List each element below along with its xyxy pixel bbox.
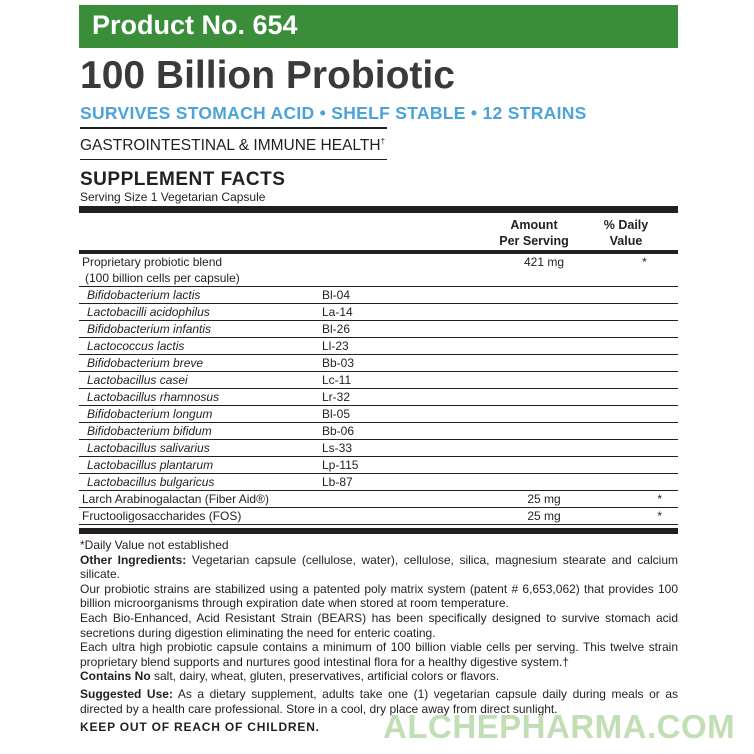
strain-name: Lactobacillus casei bbox=[79, 372, 319, 389]
amount-column-header bbox=[490, 217, 578, 249]
daily-value-column-header bbox=[590, 217, 662, 249]
strain-name: Bifidobacterium bifidum bbox=[79, 423, 319, 440]
strain-row bbox=[79, 355, 678, 372]
other-ingredients-text: Vegetarian capsule (cellulose, water), cellulose, silica, magnesium stearate and calcium silicate. bbox=[80, 552, 678, 582]
potency-paragraph: Each ultra high probiotic capsule contains a minimum of 100 billion viable cells per serving. This twelve strain proprietary blend supports and nurtures good intestinal flora for a healthy digestive system.† bbox=[80, 640, 678, 669]
ingredient-amount: 25 mg bbox=[477, 508, 608, 525]
ingredient-row bbox=[79, 508, 678, 525]
product-tagline: SURVIVES STOMACH ACID • SHELF STABLE • 12 STRAINS bbox=[80, 103, 587, 123]
dv-header-line1: % Daily bbox=[603, 218, 649, 232]
supplement-facts-heading: SUPPLEMENT FACTS bbox=[80, 169, 286, 190]
strain-code: Ll-23 bbox=[319, 338, 477, 355]
supplement-facts-table bbox=[79, 254, 678, 525]
amount-header-line2: Per Serving bbox=[499, 234, 569, 248]
blend-sub-row bbox=[79, 270, 678, 287]
suggested-use-text: As a dietary supplement, adults take one (1) vegetarian capsule daily during meals or as directed by a health care professional. Store in a cool, dry place away from direct sunlight. bbox=[80, 686, 678, 716]
serving-size: Serving Size 1 Vegetarian Capsule bbox=[80, 190, 266, 204]
strain-row bbox=[79, 406, 678, 423]
ingredient-name: Fructooligosaccharides (FOS) bbox=[79, 508, 477, 525]
ingredient-dv: * bbox=[608, 491, 678, 508]
strain-code: Bl-04 bbox=[319, 287, 477, 304]
stabilization-paragraph: Our probiotic strains are stabilized using a patented poly matrix system (patent # 6,653,062) that provides 100 billion microorganisms through expiration date when stored at room temperature. bbox=[80, 581, 678, 611]
strain-row bbox=[79, 287, 678, 304]
suggested-use-label: Suggested Use: bbox=[80, 686, 173, 701]
strain-code: La-14 bbox=[319, 304, 477, 321]
strain-name: Bifidobacterium lactis bbox=[79, 287, 319, 304]
blend-row bbox=[79, 254, 678, 270]
product-title: 100 Billion Probiotic bbox=[80, 54, 455, 97]
strain-code: Bb-06 bbox=[319, 423, 477, 440]
strain-code: Bl-05 bbox=[319, 406, 477, 423]
health-claim-mark: † bbox=[380, 137, 386, 146]
health-claim-text: GASTROINTESTINAL & IMMUNE HEALTH bbox=[80, 137, 381, 155]
label-footer bbox=[80, 538, 678, 735]
strain-name: Bifidobacterium longum bbox=[79, 406, 319, 423]
strain-row bbox=[79, 321, 678, 338]
strain-name: Lactobacillus salivarius bbox=[79, 440, 319, 457]
strain-name: Lactobacillus rhamnosus bbox=[79, 389, 319, 406]
contains-no-text: salt, dairy, wheat, gluten, preservatives, artificial colors or flavors. bbox=[150, 669, 500, 684]
strain-name: Lactobacillus plantarum bbox=[79, 457, 319, 474]
strain-row bbox=[79, 389, 678, 406]
dv-header-line2: Value bbox=[609, 234, 643, 248]
blend-dv: * bbox=[642, 255, 647, 269]
strain-name: Lactobacillus bulgaricus bbox=[79, 474, 319, 491]
strain-row bbox=[79, 474, 678, 491]
strain-code: Lc-11 bbox=[319, 372, 477, 389]
strain-code: Lb-87 bbox=[319, 474, 477, 491]
product-number-banner bbox=[79, 5, 678, 48]
strain-row bbox=[79, 457, 678, 474]
other-ingredients-label: Other Ingredients: bbox=[80, 552, 187, 567]
health-claim bbox=[80, 127, 387, 160]
blend-name: Proprietary probiotic blend bbox=[82, 255, 223, 269]
thick-divider-bottom bbox=[79, 528, 678, 534]
thick-divider-top bbox=[79, 206, 678, 213]
strain-code: Lr-32 bbox=[319, 389, 477, 406]
strain-code: Lp-115 bbox=[319, 457, 477, 474]
strain-name: Lactococcus lactis bbox=[79, 338, 319, 355]
watermark-logo: ALCHEPHARMA.COM bbox=[383, 708, 736, 745]
strain-row bbox=[79, 338, 678, 355]
child-warning: KEEP OUT OF REACH OF CHILDREN. bbox=[80, 720, 320, 735]
other-ingredients bbox=[80, 553, 678, 582]
ingredient-row bbox=[79, 491, 678, 508]
blend-subtext: (100 billion cells per capsule) bbox=[79, 270, 319, 287]
strain-row bbox=[79, 423, 678, 440]
ingredient-name: Larch Arabinogalactan (Fiber Aid®) bbox=[79, 491, 477, 508]
strain-code: Ls-33 bbox=[319, 440, 477, 457]
strain-code: Bb-03 bbox=[319, 355, 477, 372]
contains-no-label: Contains No bbox=[80, 669, 151, 684]
strain-row bbox=[79, 372, 678, 389]
blend-amount: 421 mg bbox=[523, 255, 565, 269]
ingredient-dv: * bbox=[608, 508, 678, 525]
strain-row bbox=[79, 304, 678, 321]
strain-name: Bifidobacterium breve bbox=[79, 355, 319, 372]
ingredient-amount: 25 mg bbox=[477, 491, 608, 508]
strain-row bbox=[79, 440, 678, 457]
daily-value-note: *Daily Value not established bbox=[80, 538, 229, 552]
strain-name: Bifidobacterium infantis bbox=[79, 321, 319, 338]
amount-header-line1: Amount bbox=[510, 218, 558, 232]
bears-paragraph: Each Bio-Enhanced, Acid Resistant Strain (BEARS) has been specifically designed to survive stomach acid secretions during digestion eliminating the need for enteric coating. bbox=[80, 610, 678, 640]
contains-no bbox=[80, 669, 678, 684]
product-number: Product No. 654 bbox=[92, 10, 298, 40]
strain-code: Bl-26 bbox=[319, 321, 477, 338]
strain-name: Lactobacilli acidophilus bbox=[79, 304, 319, 321]
